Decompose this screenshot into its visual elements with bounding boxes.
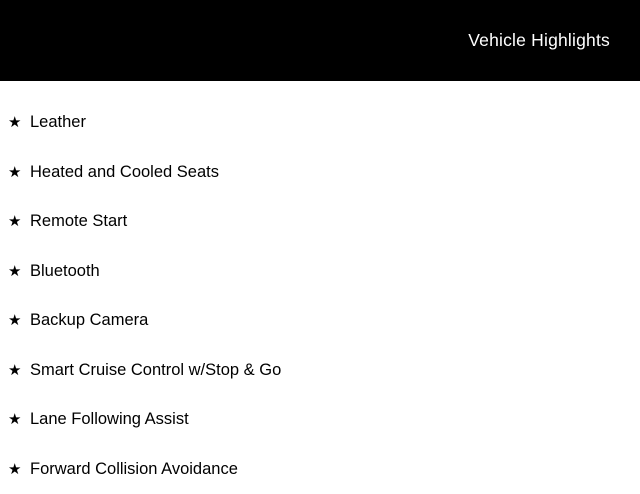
- star-bullet-icon: ★: [8, 115, 30, 130]
- star-bullet-icon: ★: [8, 412, 30, 427]
- list-item: [0, 148, 640, 198]
- header-bar: [0, 0, 640, 81]
- list-item-label: Bluetooth: [30, 262, 100, 281]
- star-bullet-icon: ★: [8, 214, 30, 229]
- star-bullet-icon: ★: [8, 165, 30, 180]
- star-bullet-icon: ★: [8, 363, 30, 378]
- vehicle-highlights-list: [0, 81, 640, 494]
- list-item-label: Forward Collision Avoidance: [30, 460, 238, 479]
- list-item: [0, 247, 640, 297]
- list-item-label: Heated and Cooled Seats: [30, 163, 219, 182]
- list-item: [0, 445, 640, 494]
- page-title: Vehicle Highlights: [468, 30, 610, 51]
- list-item-label: Leather: [30, 113, 86, 132]
- list-item: [0, 395, 640, 445]
- list-item: [0, 197, 640, 247]
- list-item: [0, 346, 640, 396]
- star-bullet-icon: ★: [8, 264, 30, 279]
- list-item-label: Backup Camera: [30, 311, 148, 330]
- star-bullet-icon: ★: [8, 462, 30, 477]
- star-bullet-icon: ★: [8, 313, 30, 328]
- list-item-label: Smart Cruise Control w/Stop & Go: [30, 361, 281, 380]
- list-item-label: Lane Following Assist: [30, 410, 189, 429]
- list-item-label: Remote Start: [30, 212, 127, 231]
- list-item: [0, 98, 640, 148]
- list-item: [0, 296, 640, 346]
